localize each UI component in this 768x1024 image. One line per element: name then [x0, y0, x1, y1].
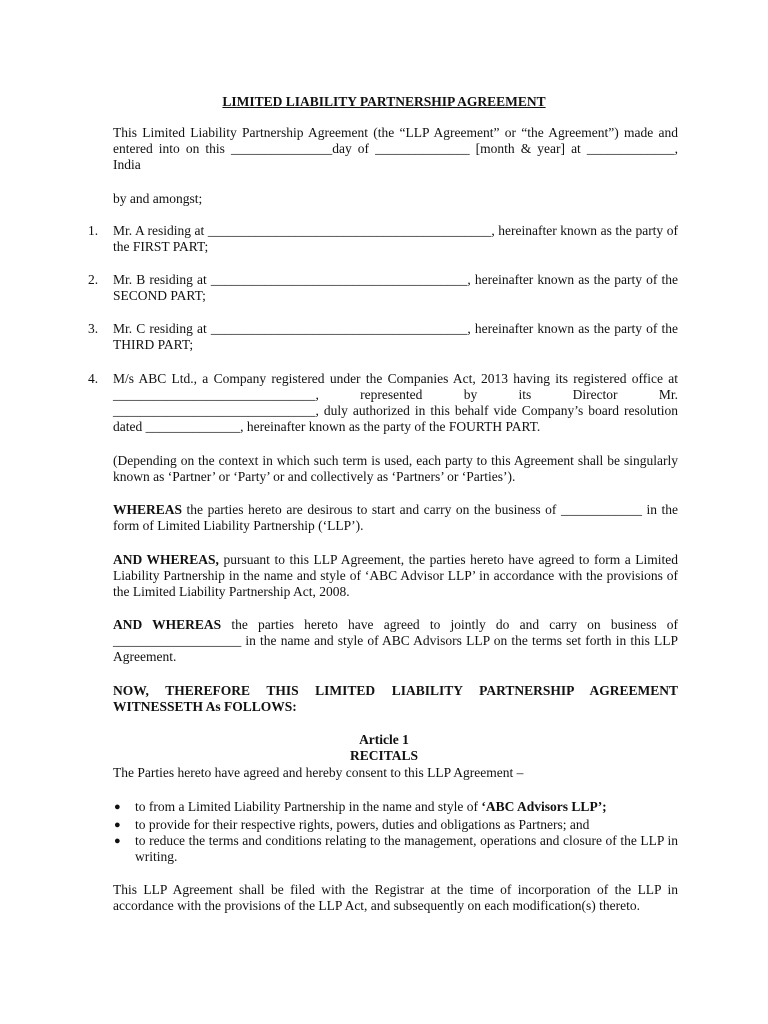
bullet-bold-text: ‘ABC Advisors LLP’;: [481, 799, 607, 814]
context-note: (Depending on the context in which such term is used, each party to this Agreement shall be singularly known as ‘Partner’ or ‘Party’ or and collectively as ‘Partners’ or ‘Parties’).: [113, 453, 678, 484]
whereas-paragraph-1: [113, 502, 678, 534]
recital-bullet-1: [114, 799, 678, 815]
party-text: Mr. A residing at __________________________________________, hereinafter known as the party of the FIRST PART;: [113, 223, 678, 254]
bullet-icon: ●: [114, 835, 121, 847]
article-title: Article 1: [359, 732, 409, 747]
recital-bullet-2: [114, 817, 678, 833]
whereas-lead: AND WHEREAS,: [113, 552, 219, 567]
whereas-text: the parties hereto are desirous to start and carry on the business of ____________ in the form of Limited Liability Partnership (‘LLP’).: [113, 502, 678, 533]
recitals-intro: The Parties hereto have agreed and hereby consent to this LLP Agreement –: [113, 765, 524, 780]
bullet-icon: ●: [114, 801, 121, 813]
whereas-lead: WHEREAS: [113, 502, 183, 517]
party-item-2: [88, 272, 678, 304]
party-number: 2.: [88, 272, 99, 287]
bullet-icon: ●: [114, 819, 121, 831]
party-number: 3.: [88, 321, 99, 336]
party-text: M/s ABC Ltd., a Company registered under the Companies Act, 2013 having its registered office at ______________________________, represented by its Director Mr. ______________________________, duly authorized in this behalf vide Company’s board resolution dated ______________, hereinafter known as the party of the FOURTH PART.: [113, 371, 678, 434]
by-amongst-text: by and amongst;: [113, 191, 203, 206]
bullet-text: to provide for their respective rights, powers, duties and obligations as Partners; and: [135, 817, 590, 832]
document-title: LIMITED LIABILITY PARTNERSHIP AGREEMENT: [222, 94, 546, 109]
whereas-text: pursuant to this LLP Agreement, the parties hereto have agreed to form a Limited Liability Partnership in the name and style of ‘ABC Advisor LLP’ in accordance with the provisions of the Limited Liability Partnership Act, 2008.: [113, 552, 678, 599]
party-item-4: [88, 371, 678, 435]
party-number: 1.: [88, 223, 99, 238]
whereas-lead: AND WHEREAS: [113, 617, 222, 632]
bullet-text: to reduce the terms and conditions relating to the management, operations and closure of the LLP in writing.: [135, 833, 678, 864]
party-item-1: [88, 223, 678, 255]
party-item-3: [88, 321, 678, 353]
intro-paragraph: This Limited Liability Partnership Agreement (the “LLP Agreement” or “the Agreement”) made and entered into on this _______________day of ______________ [month & year] at _____________, India: [113, 125, 678, 172]
now-therefore-heading: NOW, THEREFORE THIS LIMITED LIABILITY PARTNERSHIP AGREEMENT WITNESSETH As FOLLOWS:: [113, 683, 678, 714]
party-number: 4.: [88, 371, 99, 386]
party-text: Mr. C residing at ______________________________________, hereinafter known as the party of the THIRD PART;: [113, 321, 678, 352]
whereas-paragraph-3: [113, 617, 678, 665]
recital-bullet-3: [114, 833, 678, 865]
whereas-paragraph-2: [113, 552, 678, 600]
whereas-text: the parties hereto have agreed to jointly do and carry on business of ___________________ in the name and style of ABC Advisors LLP on the terms set forth in this LLP Agreement.: [113, 617, 678, 664]
closing-paragraph: This LLP Agreement shall be filed with the Registrar at the time of incorporation of the LLP in accordance with the provisions of the LLP Act, and subsequently on each modification(s) thereto.: [113, 882, 678, 913]
party-text: Mr. B residing at ______________________________________, hereinafter known as the party of the SECOND PART;: [113, 272, 678, 303]
bullet-text: to from a Limited Liability Partnership in the name and style of: [135, 799, 482, 814]
article-subtitle: RECITALS: [349, 748, 419, 763]
